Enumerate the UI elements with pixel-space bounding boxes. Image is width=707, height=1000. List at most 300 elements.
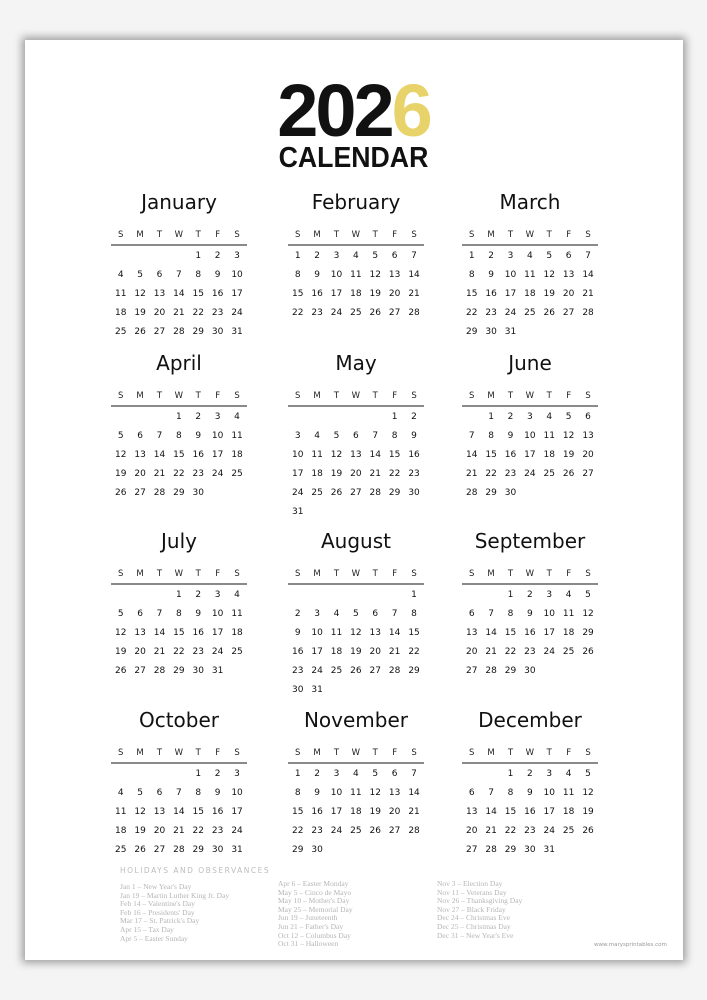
weekday-label: S — [234, 748, 240, 758]
day-cell: 29 — [504, 844, 517, 855]
day-cell: 26 — [114, 665, 127, 676]
weekday-label: F — [215, 748, 221, 758]
day-cell: 14 — [485, 806, 497, 817]
holiday-item: Oct 31 – Halloween — [278, 939, 339, 949]
day-cell: 25 — [350, 307, 362, 318]
weekday-label: F — [392, 748, 398, 758]
week-row — [462, 821, 598, 840]
holidays-column-2 — [278, 880, 428, 949]
day-cell: 26 — [369, 307, 381, 318]
weekday-label: T — [507, 569, 514, 579]
day-cell: 30 — [524, 844, 536, 855]
day-cell: 19 — [134, 825, 146, 836]
week-row — [288, 604, 424, 623]
weekday-label: S — [468, 569, 475, 579]
day-cell: 30 — [408, 487, 420, 498]
day-cell: 3 — [527, 411, 533, 422]
day-cell: 21 — [173, 825, 185, 836]
day-cell: 4 — [353, 250, 359, 261]
day-cell: 10 — [311, 627, 323, 638]
day-cell: 17 — [211, 627, 224, 638]
holidays-column-1 — [120, 883, 270, 943]
day-cell: 17 — [330, 806, 343, 817]
holiday-item: Dec 25 – Christmas Day — [437, 921, 511, 931]
week-row — [111, 464, 247, 483]
day-grid — [288, 764, 424, 859]
day-cell: 22 — [192, 825, 204, 836]
day-cell: 5 — [137, 269, 143, 280]
day-cell: 21 — [485, 646, 497, 657]
weekday-label: W — [174, 230, 184, 240]
day-cell: 19 — [114, 646, 127, 657]
month-name: April — [156, 351, 202, 375]
weekday-label: M — [487, 569, 495, 579]
week-row — [111, 265, 247, 284]
day-cell: 21 — [485, 825, 497, 836]
day-cell: 6 — [468, 608, 475, 619]
day-cell: 26 — [134, 326, 146, 337]
day-cell: 4 — [333, 608, 340, 619]
day-cell: 20 — [562, 288, 575, 299]
weekday-label: F — [566, 230, 572, 240]
day-cell: 18 — [524, 288, 536, 299]
day-cell: 29 — [291, 844, 304, 855]
weekday-header — [111, 391, 247, 401]
day-cell: 7 — [411, 250, 417, 261]
weekday-header — [462, 230, 598, 240]
holiday-item: Apr 6 – Easter Monday — [278, 879, 349, 888]
day-cell: 11 — [543, 430, 555, 441]
month-name: November — [303, 708, 409, 732]
day-cell: 28 — [153, 487, 166, 498]
day-cell: 2 — [314, 768, 320, 779]
weekday-label: S — [117, 391, 124, 401]
day-cell: 7 — [488, 608, 494, 619]
day-cell: 8 — [391, 430, 398, 441]
day-cell: 11 — [350, 269, 362, 280]
day-cell: 21 — [408, 806, 420, 817]
day-cell: 6 — [353, 430, 359, 441]
day-cell: 1 — [195, 768, 202, 779]
day-cell: 27 — [465, 844, 478, 855]
calendar-subtitle: CALENDAR — [278, 142, 429, 174]
day-cell: 20 — [350, 468, 362, 479]
day-cell: 15 — [192, 288, 204, 299]
day-cell: 9 — [488, 269, 494, 280]
day-cell: 11 — [231, 430, 243, 441]
weekday-header — [111, 748, 247, 758]
day-cell: 8 — [507, 787, 514, 798]
day-cell: 3 — [214, 589, 221, 600]
day-cell: 6 — [468, 787, 475, 798]
day-cell: 19 — [369, 288, 381, 299]
weekday-label: S — [117, 230, 124, 240]
day-cell: 23 — [524, 825, 536, 836]
day-cell: 10 — [231, 269, 243, 280]
day-cell: 9 — [314, 269, 320, 280]
day-cell: 6 — [391, 768, 398, 779]
weekday-label: S — [411, 230, 417, 240]
holiday-item: Mar 17 – St. Patrick's Day — [120, 916, 200, 926]
day-cell: 24 — [504, 307, 517, 318]
week-row — [462, 623, 598, 642]
year-accent: 6 — [391, 69, 430, 152]
week-row — [111, 284, 247, 303]
day-cell: 1 — [411, 589, 417, 600]
weekday-label: F — [392, 230, 398, 240]
day-cell: 6 — [585, 411, 591, 422]
day-cell: 11 — [311, 449, 323, 460]
day-cell: 26 — [330, 487, 343, 498]
day-cell: 5 — [117, 608, 124, 619]
day-cell: 20 — [369, 646, 381, 657]
weekday-label: S — [294, 391, 301, 401]
day-cell: 28 — [369, 487, 381, 498]
day-cell: 16 — [524, 806, 536, 817]
week-row — [111, 661, 247, 680]
day-cell: 28 — [485, 844, 497, 855]
week-row — [288, 680, 424, 699]
day-cell: 25 — [562, 825, 575, 836]
weekday-label: S — [468, 391, 475, 401]
day-cell: 3 — [546, 768, 553, 779]
day-cell: 24 — [330, 825, 343, 836]
day-cell: 3 — [294, 430, 301, 441]
day-cell: 18 — [350, 806, 362, 817]
day-cell: 25 — [311, 487, 323, 498]
day-cell: 22 — [173, 646, 185, 657]
day-cell: 25 — [562, 646, 575, 657]
day-cell: 18 — [543, 449, 555, 460]
day-cell: 10 — [330, 269, 343, 280]
week-row — [111, 426, 247, 445]
weekday-label: S — [411, 391, 417, 401]
week-row — [288, 783, 424, 802]
day-cell: 4 — [565, 768, 572, 779]
day-cell: 31 — [543, 844, 555, 855]
day-cell: 12 — [350, 627, 362, 638]
day-cell: 11 — [524, 269, 536, 280]
week-row — [462, 783, 598, 802]
weekday-label: W — [174, 391, 184, 401]
day-cell: 5 — [585, 589, 591, 600]
week-row — [462, 840, 598, 859]
day-cell: 19 — [114, 468, 127, 479]
day-cell: 12 — [582, 787, 594, 798]
holiday-item: May 25 – Memorial Day — [278, 904, 353, 914]
day-cell: 29 — [408, 665, 420, 676]
weekday-label: W — [351, 391, 361, 401]
day-cell: 9 — [411, 430, 417, 441]
day-cell: 20 — [465, 825, 478, 836]
day-cell: 7 — [468, 430, 475, 441]
weekday-label: M — [136, 569, 144, 579]
weekday-label: S — [294, 569, 301, 579]
weekday-label: F — [566, 748, 572, 758]
day-cell: 22 — [192, 307, 204, 318]
weekday-label: M — [313, 230, 321, 240]
week-row — [288, 802, 424, 821]
weekday-label: W — [525, 391, 535, 401]
day-cell: 7 — [156, 608, 163, 619]
weekday-label: F — [392, 569, 398, 579]
day-cell: 22 — [291, 307, 304, 318]
day-cell: 22 — [388, 468, 401, 479]
day-cell: 8 — [507, 608, 514, 619]
holiday-item: Dec 24 – Christmas Eve — [437, 913, 510, 923]
day-cell: 10 — [291, 449, 304, 460]
day-cell: 25 — [114, 326, 127, 337]
day-cell: 3 — [333, 768, 340, 779]
holiday-item: Dec 31 – New Year's Eve — [437, 930, 514, 940]
day-cell: 13 — [153, 806, 166, 817]
weekday-label: T — [372, 748, 378, 758]
weekday-label: T — [333, 391, 340, 401]
day-cell: 10 — [330, 787, 343, 798]
day-cell: 5 — [353, 608, 359, 619]
day-cell: 13 — [582, 430, 594, 441]
day-cell: 19 — [562, 449, 575, 460]
day-cell: 27 — [350, 487, 362, 498]
weekday-header — [288, 391, 424, 401]
weekday-label: S — [585, 230, 591, 240]
weekday-label: M — [136, 391, 144, 401]
day-cell: 29 — [173, 487, 185, 498]
week-row — [288, 642, 424, 661]
year-main: 202 — [277, 69, 392, 152]
day-cell: 18 — [350, 288, 362, 299]
day-cell: 8 — [468, 269, 475, 280]
week-row — [462, 585, 598, 604]
weekday-label: W — [525, 748, 535, 758]
weekday-label: T — [507, 748, 514, 758]
weekday-label: S — [234, 391, 240, 401]
day-cell: 23 — [485, 307, 497, 318]
month-name: October — [138, 708, 220, 732]
day-cell: 18 — [311, 468, 323, 479]
holiday-item: Feb 14 – Valentine's Day — [120, 899, 195, 909]
day-cell: 20 — [465, 646, 478, 657]
week-row — [111, 445, 247, 464]
day-cell: 17 — [330, 288, 343, 299]
day-cell: 13 — [134, 627, 146, 638]
holiday-item: Jun 19 – Juneteenth — [278, 913, 338, 923]
weekday-label: M — [136, 230, 144, 240]
weekday-label: T — [546, 230, 552, 240]
day-cell: 18 — [231, 449, 243, 460]
day-cell: 6 — [156, 787, 163, 798]
weekday-label: T — [546, 569, 552, 579]
week-row — [111, 623, 247, 642]
day-cell: 16 — [192, 627, 204, 638]
day-cell: 16 — [311, 288, 323, 299]
day-cell: 27 — [134, 487, 146, 498]
day-cell: 23 — [504, 468, 517, 479]
day-cell: 22 — [485, 468, 497, 479]
day-cell: 27 — [582, 468, 594, 479]
weekday-label: S — [585, 391, 591, 401]
weekday-label: T — [333, 569, 340, 579]
week-row — [111, 483, 247, 502]
day-cell: 25 — [231, 468, 243, 479]
day-cell: 24 — [311, 665, 323, 676]
day-cell: 8 — [195, 269, 202, 280]
day-cell: 14 — [173, 806, 185, 817]
weekday-label: T — [546, 748, 552, 758]
weekday-label: T — [195, 748, 201, 758]
day-cell: 5 — [372, 768, 379, 779]
day-cell: 2 — [411, 411, 417, 422]
day-cell: 15 — [504, 627, 517, 638]
week-row — [462, 445, 598, 464]
weekday-label: T — [333, 748, 340, 758]
weekday-label: T — [372, 230, 378, 240]
day-cell: 2 — [214, 768, 221, 779]
day-cell: 17 — [543, 806, 555, 817]
day-cell: 3 — [234, 250, 240, 261]
day-cell: 28 — [153, 665, 166, 676]
week-row — [288, 821, 424, 840]
weekday-label: T — [507, 230, 514, 240]
day-cell: 22 — [408, 646, 420, 657]
day-cell: 21 — [153, 646, 166, 657]
week-row — [288, 265, 424, 284]
day-cell: 15 — [485, 449, 497, 460]
week-row — [462, 642, 598, 661]
day-cell: 24 — [524, 468, 536, 479]
day-cell: 19 — [134, 307, 146, 318]
day-cell: 23 — [291, 665, 304, 676]
holiday-item: Jan 1 – New Year's Day — [120, 882, 192, 891]
week-row — [462, 464, 598, 483]
week-row — [462, 246, 598, 265]
day-cell: 6 — [137, 608, 143, 619]
day-cell: 24 — [543, 825, 555, 836]
holiday-item: May 10 – Mother's Day — [278, 896, 350, 906]
week-row — [462, 483, 598, 502]
week-row — [288, 426, 424, 445]
day-cell: 9 — [195, 430, 202, 441]
day-cell: 29 — [192, 844, 204, 855]
day-cell: 11 — [114, 806, 127, 817]
day-cell: 1 — [195, 250, 202, 261]
day-cell: 1 — [507, 768, 514, 779]
day-cell: 4 — [234, 411, 240, 422]
day-cell: 20 — [134, 468, 146, 479]
day-cell: 17 — [231, 806, 243, 817]
weekday-label: S — [234, 230, 240, 240]
holiday-item: Nov 11 – Veterans Day — [437, 887, 507, 897]
day-cell: 28 — [408, 307, 420, 318]
day-cell: 16 — [291, 646, 304, 657]
holidays-column-3 — [437, 880, 587, 940]
day-cell: 15 — [388, 449, 401, 460]
day-cell: 12 — [369, 269, 381, 280]
day-cell: 8 — [294, 269, 301, 280]
day-cell: 29 — [388, 487, 401, 498]
day-cell: 15 — [291, 288, 304, 299]
month-name: July — [161, 529, 197, 553]
day-cell: 1 — [488, 411, 494, 422]
day-cell: 31 — [231, 326, 243, 337]
day-cell: 16 — [211, 806, 224, 817]
day-cell: 30 — [291, 684, 304, 695]
day-cell: 26 — [582, 646, 594, 657]
day-cell: 7 — [372, 430, 379, 441]
day-cell: 2 — [314, 250, 320, 261]
weekday-label: T — [195, 569, 201, 579]
week-row — [111, 783, 247, 802]
day-cell: 16 — [485, 288, 497, 299]
day-cell: 24 — [231, 307, 243, 318]
day-cell: 9 — [214, 269, 221, 280]
day-cell: 17 — [311, 646, 323, 657]
day-grid — [111, 585, 247, 680]
weekday-label: S — [117, 569, 124, 579]
day-cell: 23 — [311, 307, 323, 318]
weekday-label: S — [294, 230, 301, 240]
day-cell: 5 — [565, 411, 572, 422]
day-cell: 30 — [211, 844, 224, 855]
week-row — [462, 322, 598, 341]
month-name: June — [508, 351, 552, 375]
day-cell: 27 — [388, 825, 401, 836]
day-cell: 9 — [527, 608, 533, 619]
day-cell: 10 — [504, 269, 517, 280]
weekday-label: F — [215, 230, 221, 240]
weekday-label: T — [507, 391, 514, 401]
weekday-label: F — [392, 391, 398, 401]
week-row — [111, 802, 247, 821]
day-cell: 11 — [350, 787, 362, 798]
day-cell: 19 — [350, 646, 362, 657]
week-row — [111, 303, 247, 322]
day-cell: 21 — [173, 307, 185, 318]
day-cell: 8 — [488, 430, 494, 441]
day-cell: 31 — [291, 506, 304, 517]
weekday-label: S — [468, 748, 475, 758]
week-row — [462, 802, 598, 821]
weekday-label: W — [525, 569, 535, 579]
day-cell: 2 — [294, 608, 301, 619]
day-cell: 25 — [114, 844, 127, 855]
day-cell: 3 — [314, 608, 320, 619]
day-cell: 15 — [504, 806, 517, 817]
day-cell: 27 — [369, 665, 381, 676]
day-cell: 23 — [211, 307, 224, 318]
weekday-label: M — [313, 748, 321, 758]
day-cell: 21 — [369, 468, 381, 479]
day-cell: 2 — [214, 250, 221, 261]
holiday-item: Apr 5 – Easter Sunday — [120, 933, 188, 943]
month-name: December — [478, 708, 582, 732]
week-row — [111, 585, 247, 604]
week-row — [288, 661, 424, 680]
day-cell: 1 — [176, 411, 182, 422]
day-cell: 19 — [582, 806, 594, 817]
week-row — [462, 265, 598, 284]
month-name: March — [499, 190, 561, 214]
day-cell: 26 — [369, 825, 381, 836]
day-cell: 10 — [211, 430, 224, 441]
weekday-label: S — [585, 748, 591, 758]
day-cell: 2 — [527, 768, 533, 779]
day-cell: 1 — [507, 589, 514, 600]
week-row — [111, 840, 247, 859]
weekday-label: W — [351, 748, 361, 758]
day-cell: 11 — [114, 288, 127, 299]
day-cell: 26 — [134, 844, 146, 855]
